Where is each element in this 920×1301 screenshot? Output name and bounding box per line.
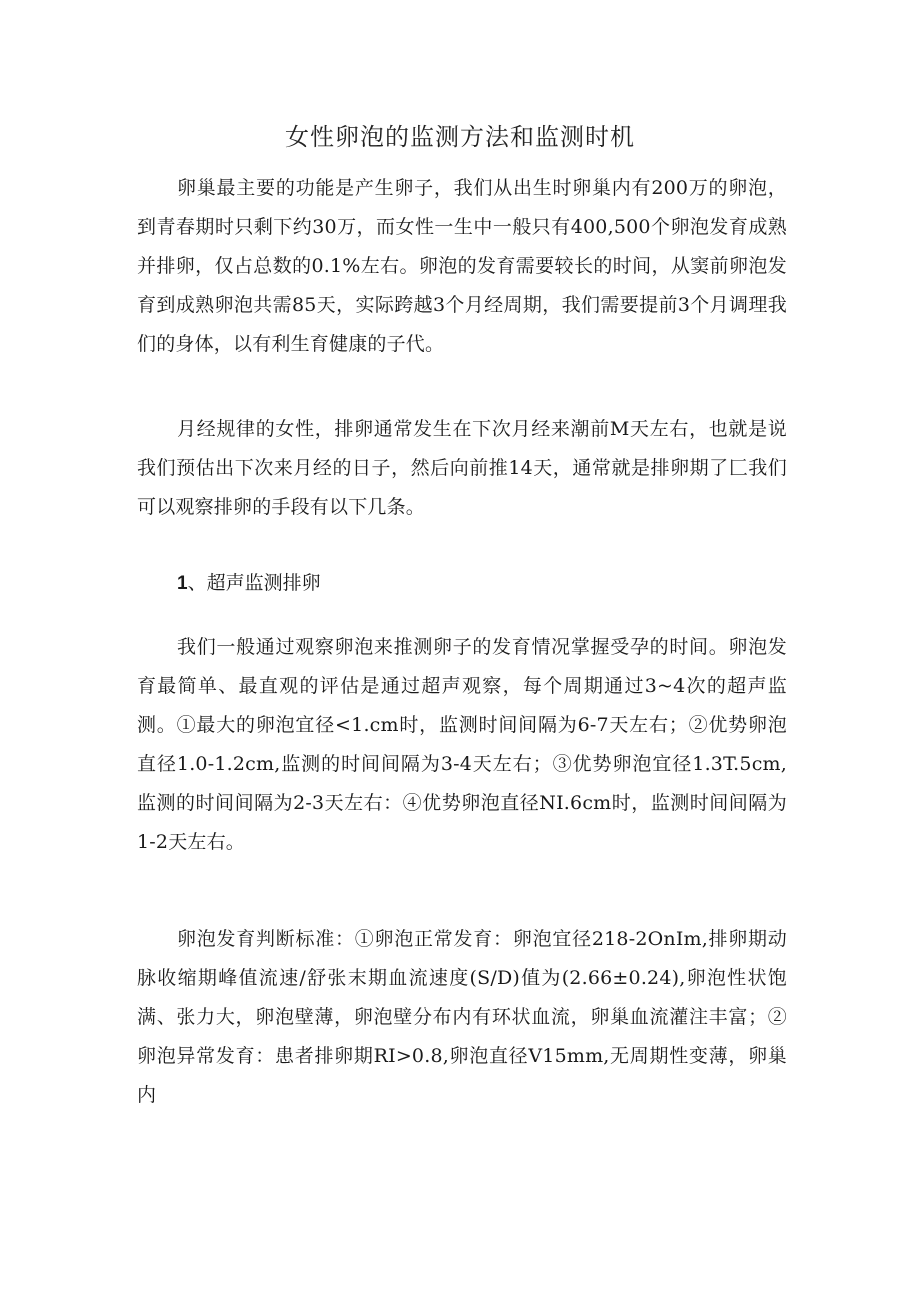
document-title: 女性卵泡的监测方法和监测时机 [285, 123, 635, 151]
section-heading [177, 568, 321, 599]
section-separator: 、 [187, 572, 207, 594]
paragraph-ovulation-timing: 月经规律的女性，排卵通常发生在下次月经来潮前M天左右，也就是说我们预估出下次来月经的日子，然后向前推14天，通常就是排卵期了匚我们可以观察排卵的手段有以下几条。 [137, 418, 787, 518]
paragraph-intro: 卵巢最主要的功能是产生卵子，我们从出生时卵巢内有200万的卵泡，到青春期时只剩下约30万，而女性一生中一般只有400,500个卵泡发育成熟并排卵，仅占总数的0.1%左右。卵泡的发育需要较长的时间，从窦前卵泡发育到成熟卵泡共需85天，实际跨越3个月经周期，我们需要提前3个月调理我们的身体，以有利生育健康的子代。 [137, 177, 787, 355]
section-heading-text: 超声监测排卵 [206, 572, 321, 594]
paragraph-ultrasound-monitoring: 我们一般通过观察卵泡来推测卵子的发育情况掌握受孕的时间。卵泡发育最简单、最直观的评估是通过超声观察，每个周期通过3~4次的超声监测。①最大的卵泡宜径<1.cm时，监测时间间隔为6-7天左右；②优势卵泡直径1.0-1.2cm,监测的时间间隔为3-4天左右；③优势卵泡宜径1.3T.5cm,监测的时间间隔为2-3天左右：④优势卵泡直径NI.6cm时，监测时间间隔为1-2天左右。 [137, 636, 787, 853]
paragraph-follicle-criteria: 卵泡发育判断标准：①卵泡正常发育：卵泡宜径218-2OnIm,排卵期动脉收缩期峰值流速/舒张末期血流速度(S/D)值为(2.66±0.24),卵泡性状饱满、张力大，卵泡壁薄，卵泡壁分布内有环状血流，卵巢血流灌注丰富；②卵泡异常发育：患者排卵期RI>0.8,卵泡直径V15mm,无周期性变薄，卵巢内 [137, 928, 787, 1106]
section-number: 1 [177, 573, 188, 594]
